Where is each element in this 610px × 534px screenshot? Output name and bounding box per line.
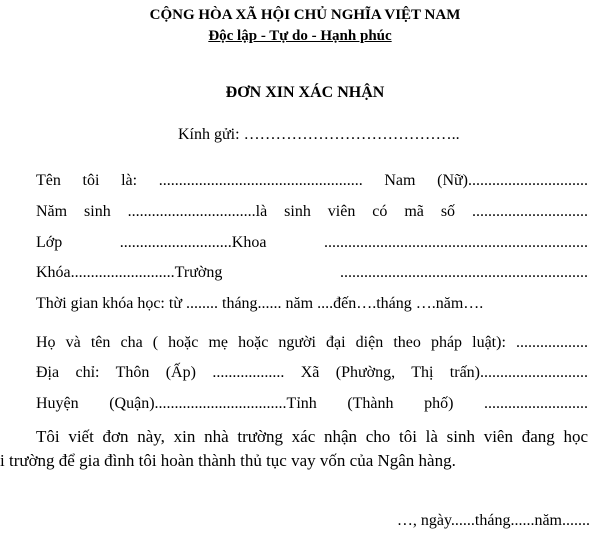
- document-title: ĐƠN XIN XÁC NHẬN: [225, 84, 385, 101]
- motto-text: Độc lập - Tự do - Hạnh phúc: [208, 28, 392, 44]
- date-line: …, ngày......tháng......năm.......: [396, 512, 590, 529]
- field-parent: Họ và tên cha ( hoặc mẹ hoặc người đại diện theo pháp luật): ..................: [36, 334, 588, 351]
- field-course: Khóa..........................Trường ..............................................................: [36, 264, 588, 281]
- field-address: Địa chỉ: Thôn (Ấp) .................. Xã (Phường, Thị trấn)...........................: [36, 364, 588, 381]
- paragraph-line-1: Tôi viết đơn này, xin nhà trường xác nhận cho tôi là sinh viên đang học: [36, 427, 588, 446]
- field-study-period: Thời gian khóa học: từ ........ tháng...... năm ....đến….tháng ….năm….: [36, 295, 484, 312]
- nation-header: CỘNG HÒA XÃ HỘI CHỦ NGHĨA VIỆT NAM: [149, 7, 461, 23]
- field-name: Tên tôi là: ................................................... Nam (Nữ)..............................: [36, 172, 588, 189]
- field-birth-year: Năm sinh ................................là sinh viên có mã số .............................: [36, 203, 588, 220]
- field-district: Huyện (Quận).................................Tỉnh (Thành phố) ..........................: [36, 395, 588, 412]
- paragraph-line-2: i trường để gia đình tôi hoàn thành thủ tục vay vốn của Ngân hàng.: [0, 451, 456, 470]
- motto: [0, 26, 605, 46]
- field-class: Lớp ............................Khoa ..................................................................: [36, 234, 588, 251]
- recipient-line: Kính gửi: …………………………………..: [178, 126, 460, 143]
